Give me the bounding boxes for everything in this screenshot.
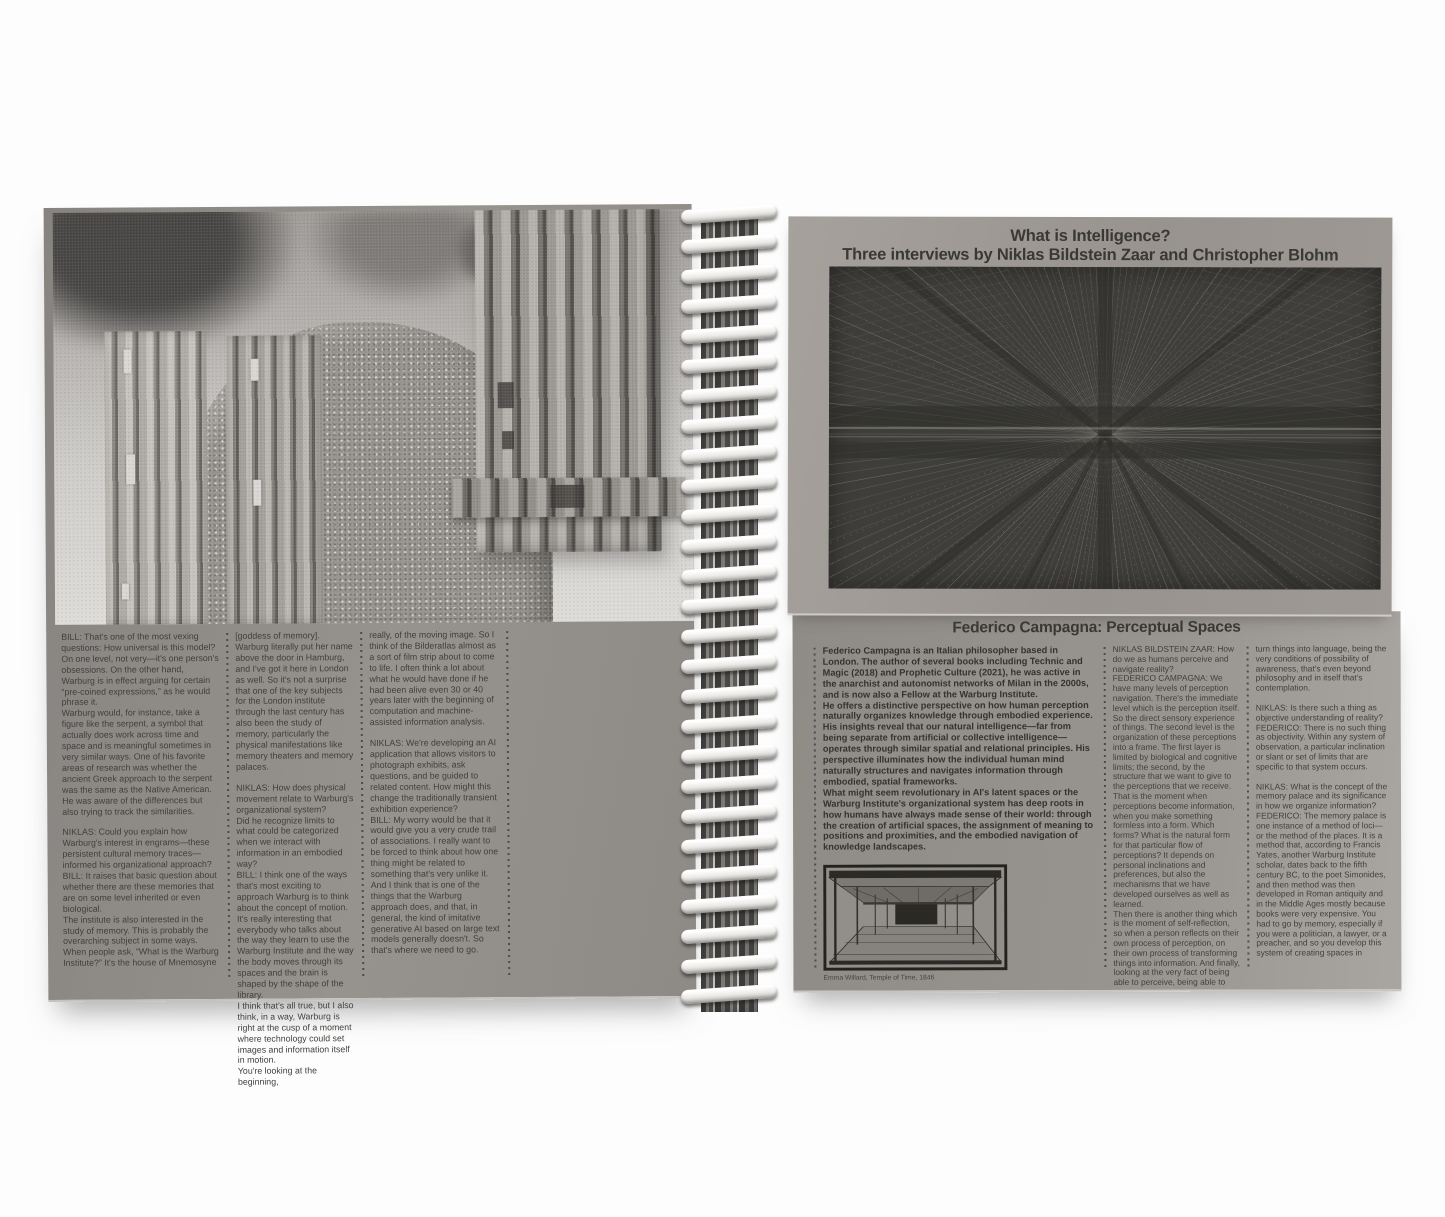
interview-text-right <box>807 643 1392 988</box>
dotted-column-divider <box>1104 647 1107 968</box>
coil-loop <box>681 504 778 525</box>
paragraph: Federico Campagna is an Italian philosopher based in London. The author of several books including Technic and Magic (2018) and Prophetic Culture (2021), he was active in the anarchist and autonomist networks of Milan in the 2000s, and is now also a Fellow at the Warburg Institute. He offers a distinctive perspective on how human perception naturally organizes knowledge through embodied experience. His insights reveal that our natural intelligence—far from being separate from artificial or collective intelligence—operates through similar spatial and relational principles. His perspective illuminates how the individual human mind naturally structures and navigates information through embodied, spatial frameworks. What might seem revolutionary in AI's latent spaces or the Warburg Institute's organizational system has deep roots in how humans have always made sense of their world: through the creation of artificial spaces, the assignment of meaning to positions and proximities, and the embodied navigation of knowledge landscapes. <box>822 645 1094 853</box>
dotted-column-divider <box>814 648 817 969</box>
coil-loop <box>681 624 778 645</box>
coil-loop <box>681 564 778 585</box>
right-page-interview <box>793 611 1402 993</box>
coil-loop <box>681 264 778 285</box>
coil-loop <box>681 744 778 765</box>
coil-loop <box>681 864 778 885</box>
starburst-perspective-graphic <box>829 266 1382 589</box>
coil-loop <box>681 594 778 615</box>
right-page-top-sheet <box>788 216 1393 616</box>
paragraph: NIKLAS: Could you explain how Warburg's interest in engrams—these persistent cultural memory traces—informed his organizational approach? BILL: It raises that basic question about whether there are these memories that are on some level inherited or even biological. The institute is also interested in the study of memory. This is probably the overarching subject in some ways. When people ask, “What is the Warburg Institute?” It's the house of Mnemosyne <box>62 826 219 969</box>
paragraph: BILL: That's one of the most vexing questions: How universal is this model? On one level, not very—it's one person's obsessions. On the other hand, Warburg is in effect arguing for certain “pre-coined expressions,” as he would phrase it. Warburg would, for instance, take a figure like the serpent, a symbol that actually does work across time and space and is meaningful sometimes in very similar ways. One of his favorite areas of research was whether the ancient Greek approach to the serpent was the same as the Native American. He was aware of the differences but also trying to track the similarities. <box>61 631 219 817</box>
paragraph: turn things into language, being the very conditions of possibility of awareness, that's even beyond philosophy and in itself that's contemplation. <box>1255 643 1387 693</box>
left-page <box>44 204 697 1088</box>
coil-loop <box>681 474 778 495</box>
intro-column <box>823 645 1098 983</box>
paragraph: NIKLAS: How does physical movement relate to Warburg's organizational system? Did he recognize limits to what could be categorized when we interact with information in an embodied way? BILL: I think one of the ways that's most exciting to approach Warburg is to think about the concept of motion. It's really interesting that everybody who talks about the way they learn to use the Warburg Institute and the way the body moves through its spaces and the brain is shaped by the shape of the library. I think that's all true, but I also think, in a way, Warburg is right at the cusp of a moment where technology could set images and information itself in motion. You're looking at the beginning, <box>236 781 354 1088</box>
paragraph: [goddess of memory]. Warburg literally put her name above the door in Hamburg, and I've got it here in London as well. So it's not a surprise that one of the key subjects for the London institute through the last century has also been the study of memory, particularly the physical manifestations like memory theaters and memory palaces. <box>235 630 354 772</box>
coil-loop <box>681 294 778 315</box>
section-title: Federico Campagna: Perceptual Spaces <box>952 618 1241 637</box>
coil-loop <box>681 654 778 675</box>
intro-text <box>823 645 1098 853</box>
coil-loop <box>681 804 778 825</box>
coil-loop <box>681 534 778 555</box>
coil-loop <box>681 984 778 1005</box>
article-title: What is Intelligence? <box>1010 226 1171 246</box>
coil-loop <box>681 234 778 255</box>
coil-loop <box>681 954 778 975</box>
coil-loop <box>681 774 778 795</box>
stone-columns-photograph <box>53 209 695 625</box>
photo-grain-overlay <box>53 209 695 625</box>
coil-loop <box>681 384 778 405</box>
coil-loop <box>681 324 778 345</box>
dotted-column-divider <box>1247 647 1250 968</box>
figure-caption: Emma Willard, Temple of Time, 1846 <box>823 974 935 982</box>
spiral-binding-coil <box>681 207 777 1021</box>
coil-loop <box>681 414 778 435</box>
temple-of-time-engraving <box>823 864 1007 970</box>
coil-loop <box>681 354 778 375</box>
dotted-column-divider <box>360 632 364 976</box>
coil-loop <box>681 714 778 735</box>
paragraph: NIKLAS: We're developing an AI application that allows visitors to photograph exhibits, ask questions, and be guided to related content. How might this change the traditionally transient exhibition experience? BILL: My worry would be that it would give you a very crude trail of associations. I really want to be forced to think about how one thing might be related to something that's very unlike it. And I think that is one of the things that the Warburg approach does, and that, in general, the kind of imitative generative AI based on large text models generally doesn't. So that's where we need to go. <box>369 737 500 956</box>
text-column-3 <box>369 629 501 990</box>
interview-text-left <box>61 628 688 1088</box>
latent-space-artwork <box>829 266 1382 589</box>
paragraph: really, of the moving image. So I think of the Bilderatlas almost as a sort of film strip about to come to life. I often think a lot about what he would have done if he had been alive even 30 or 40 years later with the beginning of computation and machine-assisted information analysis. <box>369 629 496 728</box>
text-column-1 <box>61 631 221 992</box>
paragraph: NIKLAS: What is the concept of the memory palace and its significance in how we organize information? FEDERICO: The memory palace is one instance of a method of loci—or the method of the places. It is a method that, according to Francis Yates, another Warburg Institute scholar, dates back to the fifth century BC, to the poet Simonides, and then method was then developed in Roman antiquity and in the Middle Ages mostly because books were very expensive. You had to go by memory, especially if you were a politician, a lawyer, or a preacher, and so you develop this system of creating spaces in <box>1255 780 1388 958</box>
coil-loop <box>681 204 778 225</box>
paragraph: NIKLAS BILDSTEIN ZAAR: How do we as humans perceive and navigate reality? FEDERICO CAMPAGNA: We have many levels of perception navigation. There's the immediate level which is the perception itself. So the direct sensory experience of things. The second level is the organization of these perceptions into a frame. The first layer is limited by biological and cognitive limits; the second, by the structure that we want to give to the perceptions that we receive. That is the moment when perceptions become information, when you make something formless into a form. Which forms? What is the natural form for that particular flow of perceptions? It depends on personal inclinations and preferences, but also the mechanisms that we have developed ourselves as well as learned. Then there is another thing which is the moment of self-reflection, so when a person reflects on their own process of perception, on their own process of transforming things into information. And finally, looking at the very fact of being able to perceive, being able to <box>1112 643 1240 988</box>
coil-loop <box>681 834 778 855</box>
coil-loop <box>681 894 778 915</box>
coil-loop <box>681 924 778 945</box>
coil-loop <box>681 444 778 465</box>
coil-loop <box>681 684 778 705</box>
text-column-2 <box>235 630 355 1088</box>
paragraph: NIKLAS: Is there such a thing as objective understanding of reality? FEDERICO: There is no such thing as objectivity. Within any system of observation, a particular inclination or slant or set of limits that are specific to that system occurs. <box>1255 702 1387 772</box>
interview-column-1 <box>1112 643 1241 988</box>
dotted-column-divider <box>506 631 510 975</box>
dotted-column-divider <box>226 633 230 977</box>
interview-column-2 <box>1256 644 1390 981</box>
article-subtitle: Three interviews by Niklas Bildstein Zaar and Christopher Blohm <box>842 245 1339 265</box>
temple-of-time-figure <box>823 864 1007 984</box>
